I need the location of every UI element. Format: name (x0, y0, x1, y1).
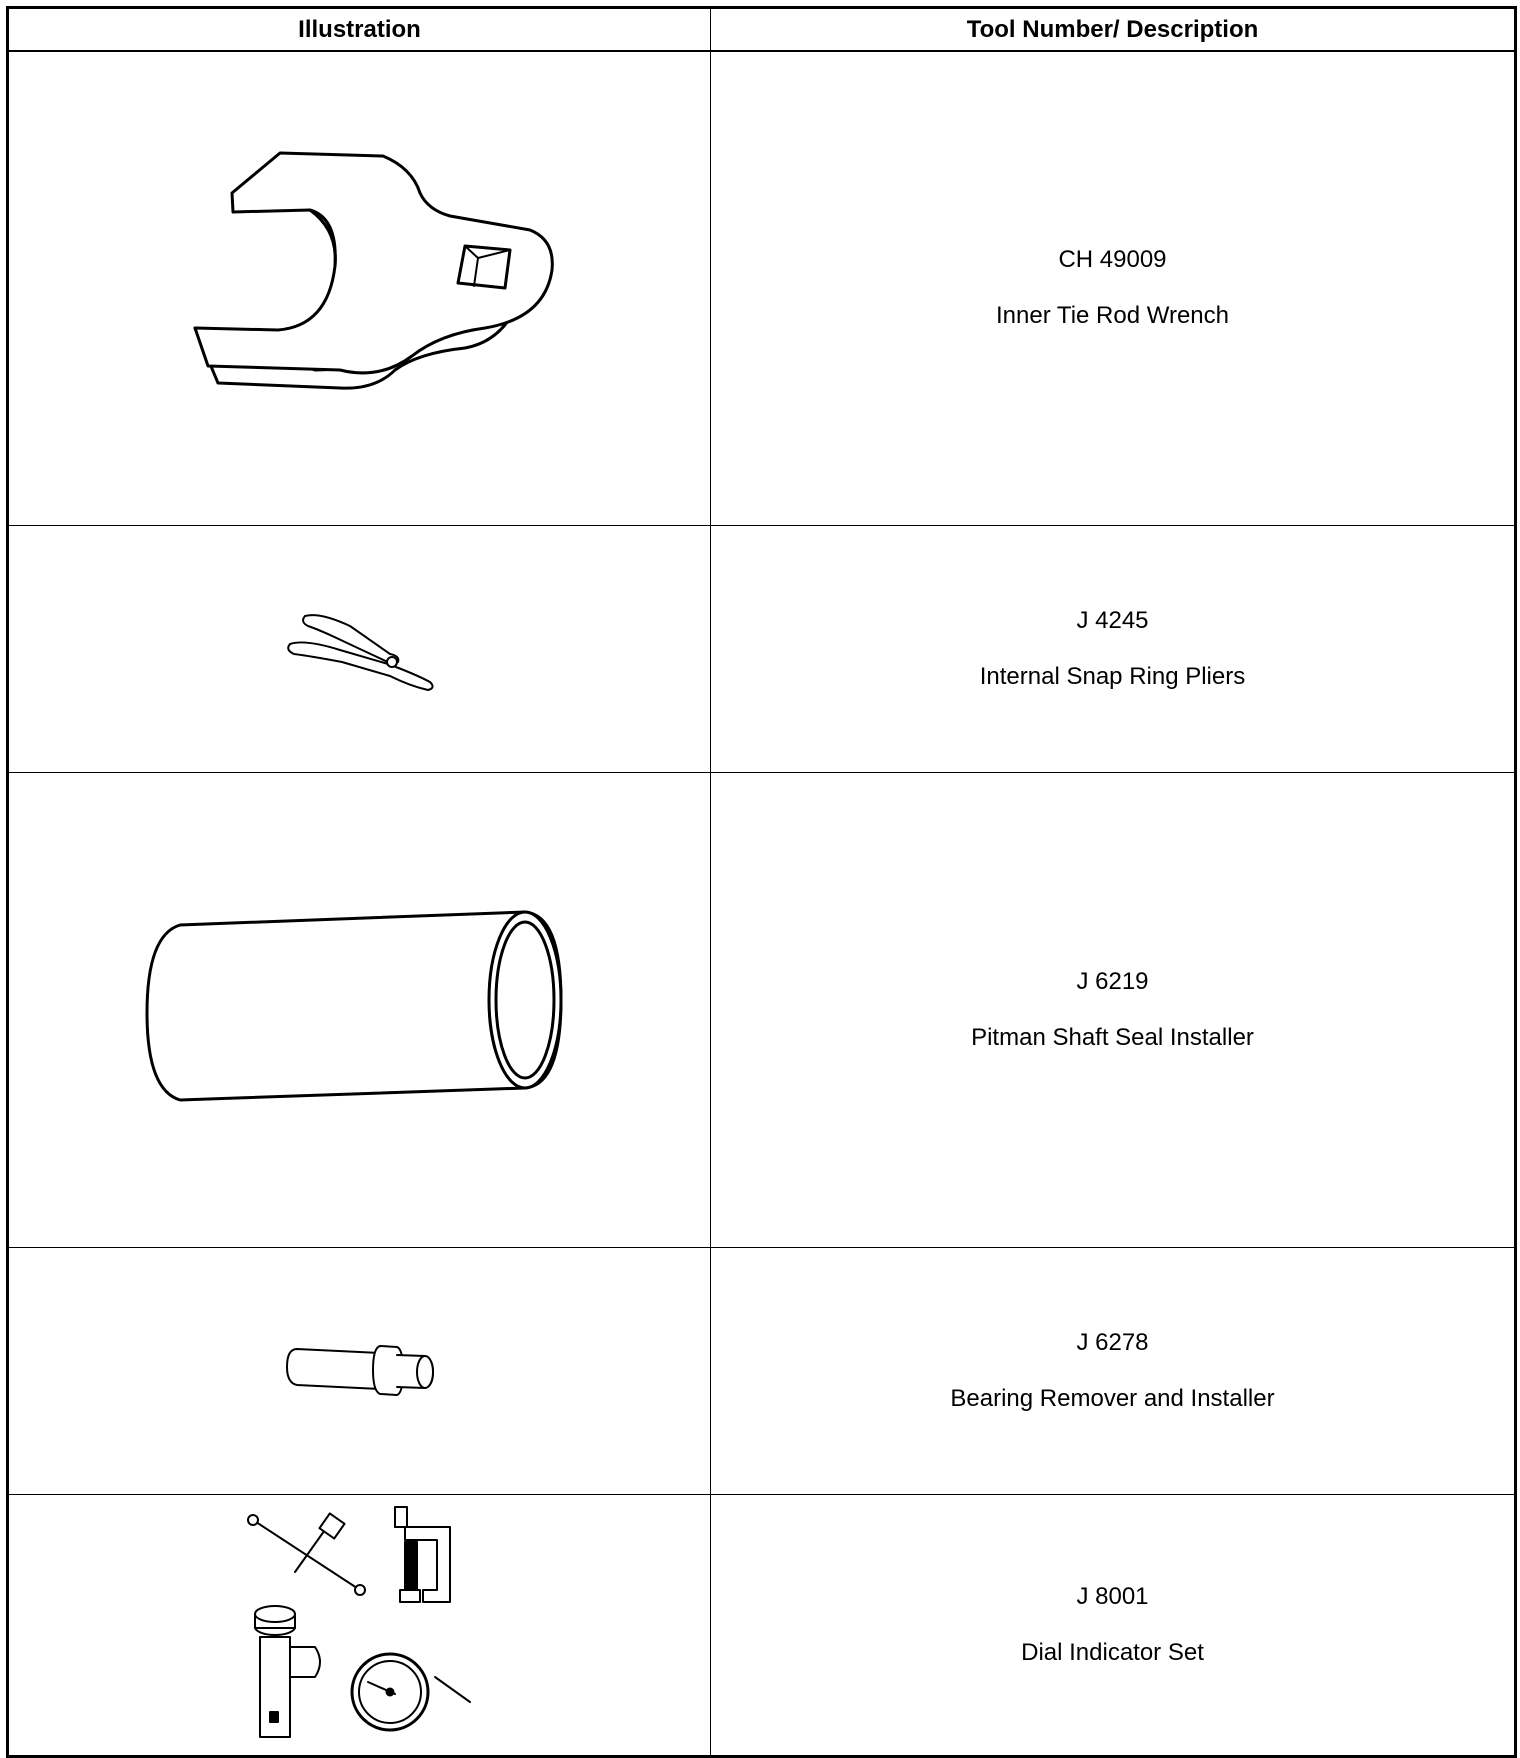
tool-number: J 6278 (1076, 1328, 1149, 1356)
dial-gauge-icon (352, 1654, 470, 1730)
c-clamp-icon (395, 1507, 450, 1602)
dial-indicator-set-icon (245, 1502, 475, 1747)
tool-description: Inner Tie Rod Wrench (995, 302, 1229, 330)
tool-number: CH 49009 (1058, 246, 1167, 274)
bearing-remover-icon (285, 1341, 435, 1401)
tool-description: Dial Indicator Set (1021, 1638, 1204, 1666)
illustration-cell (8, 1494, 711, 1756)
illustration-cell (8, 525, 711, 772)
tool-description: Pitman Shaft Seal Installer (971, 1023, 1254, 1051)
seal-installer-icon (145, 910, 575, 1110)
tool-number: J 8001 (1076, 1582, 1149, 1610)
illustration-cell (8, 51, 711, 525)
table-row (8, 1247, 1516, 1494)
table-row (8, 1494, 1516, 1756)
tool-description: Bearing Remover and Installer (950, 1384, 1275, 1412)
table-row (8, 525, 1516, 772)
header-illustration: Illustration (8, 8, 711, 52)
tool-description: Internal Snap Ring Pliers (979, 662, 1246, 690)
header-tool-number-description: Tool Number/ Description (711, 8, 1516, 52)
snap-ring-pliers-icon (280, 604, 440, 694)
table-row (8, 772, 1516, 1247)
table-header-row (8, 8, 1516, 52)
tool-description-cell (711, 1494, 1516, 1756)
tool-description-cell (711, 525, 1516, 772)
illustration-cell (8, 772, 711, 1247)
tool-description-cell (711, 772, 1516, 1247)
illustration-cell (8, 1247, 711, 1494)
tool-number: J 6219 (1076, 967, 1149, 995)
cross-bar-icon (248, 1513, 365, 1595)
tool-description-cell (711, 1247, 1516, 1494)
table-row (8, 51, 1516, 525)
tool-number: J 4245 (1076, 606, 1149, 634)
magnetic-base-icon (255, 1606, 320, 1737)
inner-tie-rod-wrench-icon (150, 148, 570, 428)
special-tools-table (6, 6, 1517, 1758)
tool-description-cell (711, 51, 1516, 525)
